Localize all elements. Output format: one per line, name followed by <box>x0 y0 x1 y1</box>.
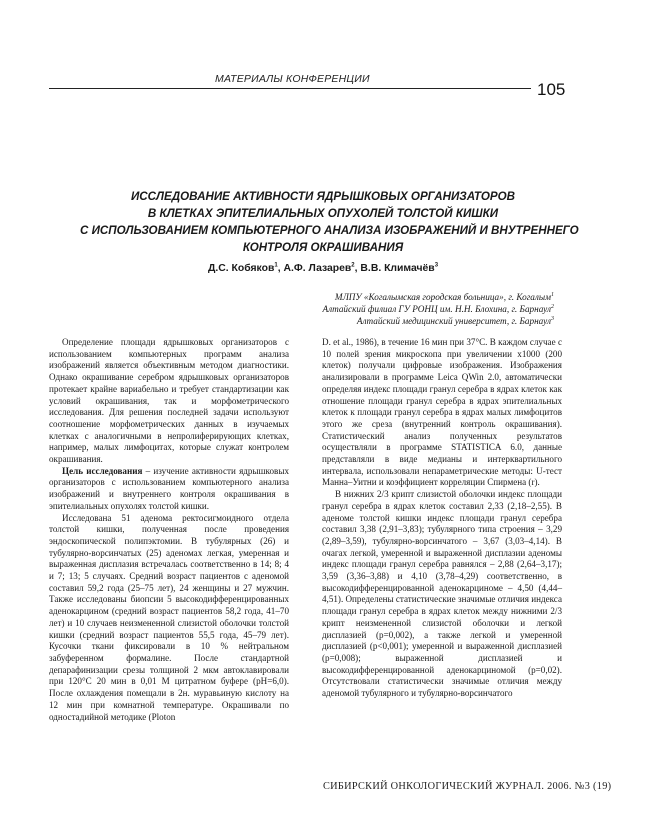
title-line: В КЛЕТКАХ ЭПИТЕЛИАЛЬНЫХ ОПУХОЛЕЙ ТОЛСТОЙ КИШКИ <box>147 207 499 220</box>
paragraph-methods-continued: D. et al., 1986), в течение 16 мин при 37°С. В каждом случае с 10 полей зрения микроскопа при увеличении х1000 (200 клеток) получали цифровые изображения. Изображения анализировали в программе Leica QWin 2.0, автоматически определяя индекс площади гранул серебра в ядрах клеток как отношение площади гранул серебра в ядрах эпителиальных клеток к площади гранул серебра в ядрах малых лимфоцитов этого же среза (внутренний контроль окрашивания). Статистический анализ полученных результатов осуществляли в программе STATISTICA 6.0, данные представляли в виде медианы и интерквартильного интервала, использовали непараметрические методы: U-тест Манна–Уитни и коэффициент корреляции Спирмена (r). <box>322 337 562 488</box>
aim-label: Цель исследования <box>62 465 143 476</box>
author-affiliation-mark: 3 <box>434 262 439 269</box>
author-separator: , <box>277 263 284 274</box>
title-line: С ИСПОЛЬЗОВАНИЕМ КОМПЬЮТЕРНОГО АНАЛИЗА ИЗОБРАЖЕНИЙ И ВНУТРЕННЕГО <box>80 224 579 237</box>
author-name: Д.С. Кобяков <box>207 263 275 274</box>
paragraph-aim <box>49 466 289 513</box>
affiliation-mark: 3 <box>551 315 554 322</box>
affiliation-line <box>322 315 554 327</box>
paragraph-results: В нижних 2/3 крипт слизистой оболочки индекс площади гранул серебра в ядрах клеток составил 2,33 (2,18–2,55). В аденоме толстой кишки индекс площади гранул серебра составил 3,38 (2,91–3,83); тубулярного типа строения – 3,29 (2,89–3,59), тубулярно-ворсинчатого – 3,67 (3,03–4,14). В очагах легкой, умеренной и выраженной дисплазии аденомы индекс площади гранул серебра равнялся – 2,88 (2,64–3,17); 3,59 (3,36–3,88) и 4,10 (3,78–4,29) соответственно, в высокодифференцированной аденокарциноме – 4,50 (4,44–4,51). Определены статистические значимые отличия индекса площади гранул серебра в ядрах клеток между нижними 2/3 крипт неизмененной слизистой оболочки и легкой дисплазией (p=0,002), а также легкой и умеренной дисплазией (p<0,001); умеренной и выраженной дисплазией (p=0,008); выраженной дисплазией и высокодифференцированной аденокарциномой (p=0,02). Отсутствовали статистически значимые отличия между аденомой тубулярного и тубулярно-ворсинчатого <box>322 489 562 699</box>
journal-footer: СИБИРСКИЙ ОНКОЛОГИЧЕСКИЙ ЖУРНАЛ. 2006. №3 (19) <box>323 781 612 792</box>
affiliation-mark: 2 <box>551 303 554 310</box>
affiliation-line <box>322 291 554 303</box>
running-header-section: МАТЕРИАЛЫ КОНФЕРЕНЦИИ <box>215 73 370 85</box>
author-name: В.В. Климачёв <box>360 263 435 274</box>
affiliation-text: Алтайский филиал ГУ РОНЦ им. Н.Н. Блохина, г. Барнаул <box>322 304 551 314</box>
header-rule <box>49 88 531 89</box>
paragraph-methods: Исследована 51 аденома ректосигмоидного отдела толстой кишки, полученная после проведения эндоскопической полипэктомии. В тубулярных (26) и тубулярно-ворсинчатых (25) аденомах легкая, умеренная и выраженная дисплазия встречалась соответственно в 14; 8; 4 и 7; 13; 5 случаях. Средний возраст пациентов с аденомой составил 59,2 года (25–75 лет), 24 женщины и 27 мужчин. Также исследованы биопсии 5 высокодифференцированных аденокарцином (средний возраст пациентов 58,2 года, 41–70 лет) и 10 случаев неизмененной слизистой оболочки толстой кишки (средний возраст пациентов 55,5 года, 45–79 лет). Кусочки ткани фиксировали в 10 % нейтральном забуференном формалине. После стандартной депарафинизации срезы толщиной 2 мкм автоклавировали при 120°С 20 мин в 0,01 М цитратном буфере (рН=6,0). После охлаждения помещали в 2н. муравьиную кислоту на 12 мин при комнатной температуре. Окрашивали по одностадийной методике (Ploton <box>49 512 289 722</box>
left-column <box>49 337 289 723</box>
affiliation-line <box>322 303 554 315</box>
author-name: А.Ф. Лазарев <box>283 263 352 274</box>
affiliations <box>322 291 554 327</box>
paragraph-introduction: Определение площади ядрышковых организаторов с использованием компьютерных программ анализа изображений является объективным методом диагностики. Однако окрашивание серебром ядрышковых организаторов протекает крайне вариабельно и требует стандартизации как условий окрашивания, так и морфометрического исследования. Для решения последней задачи используют соотношение морфометрических данных в изучаемых клетках с аналогичными в непролиферирующих клетках, например, малых лимфоцитах, которые служат контролем окрашивания. <box>49 337 289 465</box>
author-affiliation-mark: 1 <box>274 262 278 269</box>
author-separator: , <box>354 263 361 274</box>
affiliation-text: Алтайский медицинский университет, г. Барнаул <box>356 316 551 326</box>
affiliation-text: МЛПУ «Когалымская городская больница», г. Когалым <box>334 292 551 302</box>
right-column <box>322 337 562 700</box>
aim-text: – изучение активности ядрышковых организаторов с использованием компьютерного анализа изображений и внутреннего контроля окрашивания в эпителиальных опухолях толстой кишки. <box>49 465 289 511</box>
title-line: ИССЛЕДОВАНИЕ АКТИВНОСТИ ЯДРЫШКОВЫХ ОРГАНИЗАТОРОВ <box>130 190 516 203</box>
author-affiliation-mark: 2 <box>351 262 355 269</box>
affiliation-mark: 1 <box>551 291 554 298</box>
page-number: 105 <box>537 80 566 99</box>
title-line: КОНТРОЛЯ ОКРАШИВАНИЯ <box>242 241 404 254</box>
article-title <box>80 188 579 256</box>
author-list <box>80 263 566 274</box>
